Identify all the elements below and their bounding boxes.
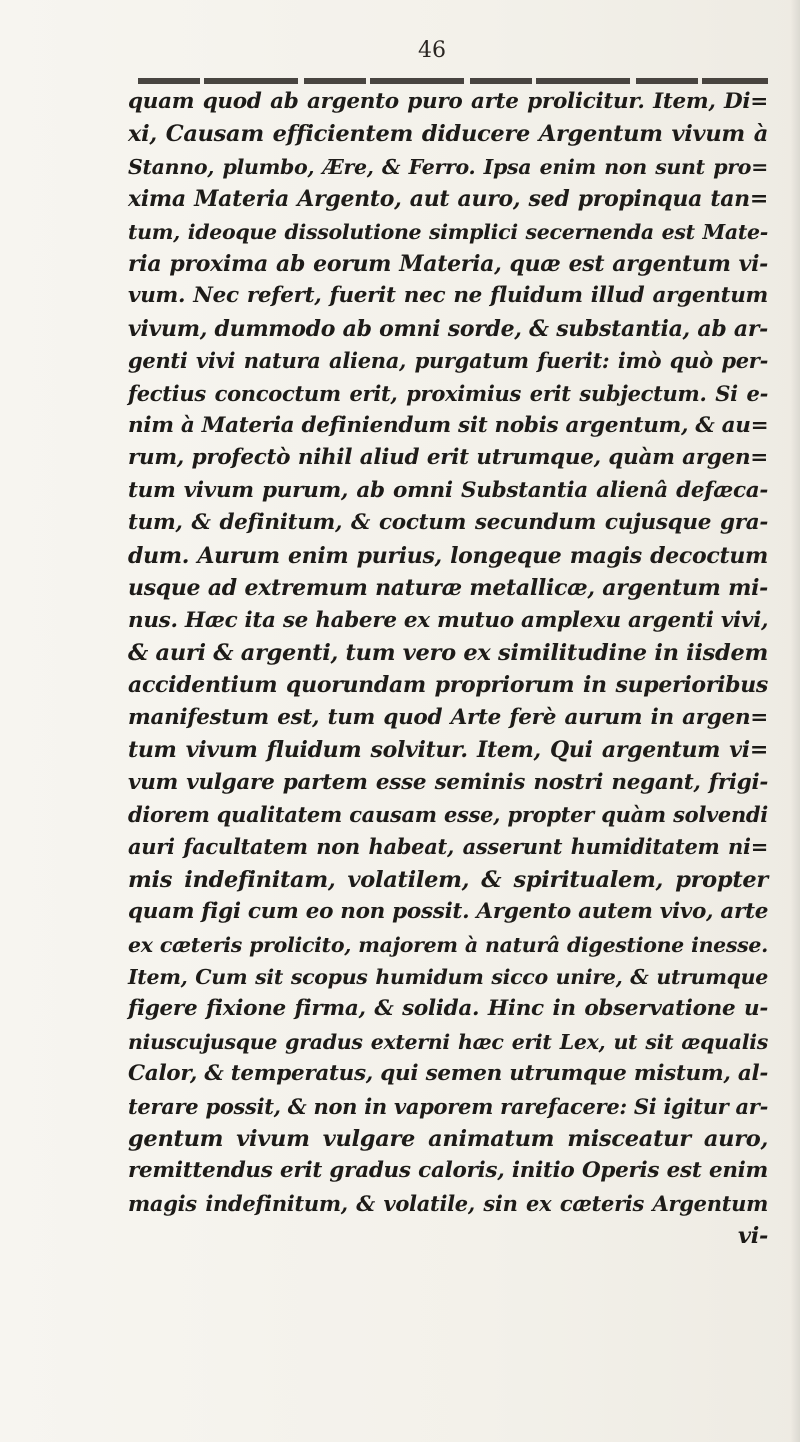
text-line: fectius concoctum erit, proximius erit subjectum. Si e-	[128, 380, 768, 406]
text-line: Stanno, plumbo, Ære, & Ferro. Ipsa enim non sunt pro=	[128, 154, 768, 179]
text-line: quam figi cum eo non possit. Argento autem vivo, arte	[128, 899, 769, 925]
text-line: ria proxima ab eorum Materia, quæ est argentum vi-	[128, 251, 768, 278]
text-line: vi-	[737, 1223, 768, 1250]
text-line: vum vulgare partem esse seminis nostri negant, frigi-	[128, 769, 768, 795]
text-line: nus. Hæc ita se habere ex mutuo amplexu argenti vivi,	[128, 607, 769, 633]
text-line: manifestum est, tum quod Arte ferè aurum in argen=	[128, 704, 768, 730]
text-line: vum. Nec refert, fuerit nec ne fluidum illud argentum	[128, 283, 768, 309]
text-line: terare possit, & non in vaporem rarefacere: Si igitur ar-	[128, 1093, 768, 1119]
text-line: auri facultatem non habeat, asserunt humiditatem ni=	[128, 834, 768, 860]
text-line: accidentium quorundam propriorum in superioribus	[128, 672, 768, 699]
page-edge-shadow	[790, 0, 800, 1442]
text-line: xi, Causam efficientem diducere Argentum vivum à	[128, 121, 768, 148]
text-line: ex cæteris prolicito, majorem à naturâ digestione inesse.	[128, 932, 768, 957]
text-line: diorem qualitatem causam esse, propter quàm solvendi	[128, 801, 768, 827]
text-line: usque ad extremum naturæ metallicæ, argentum mi-	[128, 575, 768, 602]
text-line: tum, ideoque dissolutione simplici secernenda est Mate-	[128, 219, 768, 244]
text-line: quam quod ab argento puro arte prolicitur. Item, Di=	[128, 89, 768, 114]
text-line: & auri & argenti, tum vero ex similitudine in iisdem	[128, 639, 768, 666]
text-line: xima Materia Argento, aut auro, sed propinqua tan=	[128, 186, 768, 213]
text-line: tum vivum purum, ab omni Substantia alienâ defæca-	[128, 477, 768, 503]
text-line: Calor, & temperatus, qui semen utrumque mistum, al-	[128, 1061, 768, 1087]
text-line: genti vivi natura aliena, purgatum fuerit: imò quò per-	[128, 348, 768, 374]
text-line: vivum, dummodo ab omni sorde, & substantia, ab ar-	[128, 315, 768, 342]
text-line: gentum vivum vulgare animatum misceatur auro,	[128, 1126, 768, 1152]
body-text	[128, 86, 768, 1253]
text-line: nim à Materia definiendum sit nobis argentum, & au=	[128, 413, 769, 439]
text-line: mis indefinitam, volatilem, & spiritualem, propter	[128, 866, 768, 893]
text-line: rum, profectò nihil aliud erit utrumque, quàm argen=	[128, 445, 768, 471]
text-line: magis indefinitum, & volatile, sin ex cæteris Argentum	[128, 1190, 768, 1216]
header-rule	[138, 78, 768, 84]
text-line: tum vivum fluidum solvitur. Item, Qui argentum vi=	[128, 737, 768, 764]
text-line: dum. Aurum enim purius, longeque magis decoctum	[128, 542, 768, 569]
text-line: remittendus erit gradus caloris, initio Operis est enim	[128, 1158, 768, 1184]
text-line: tum, & definitum, & coctum secundum cujusque gra-	[128, 510, 768, 536]
page-number: 46	[418, 38, 446, 63]
text-line: Item, Cum sit scopus humidum sicco unire, & utrumque	[128, 964, 768, 989]
text-line: niuscujusque gradus externi hæc erit Lex, ut sit æqualis	[128, 1029, 768, 1054]
text-line: figere fixione firma, & solida. Hinc in observatione u-	[128, 996, 768, 1022]
